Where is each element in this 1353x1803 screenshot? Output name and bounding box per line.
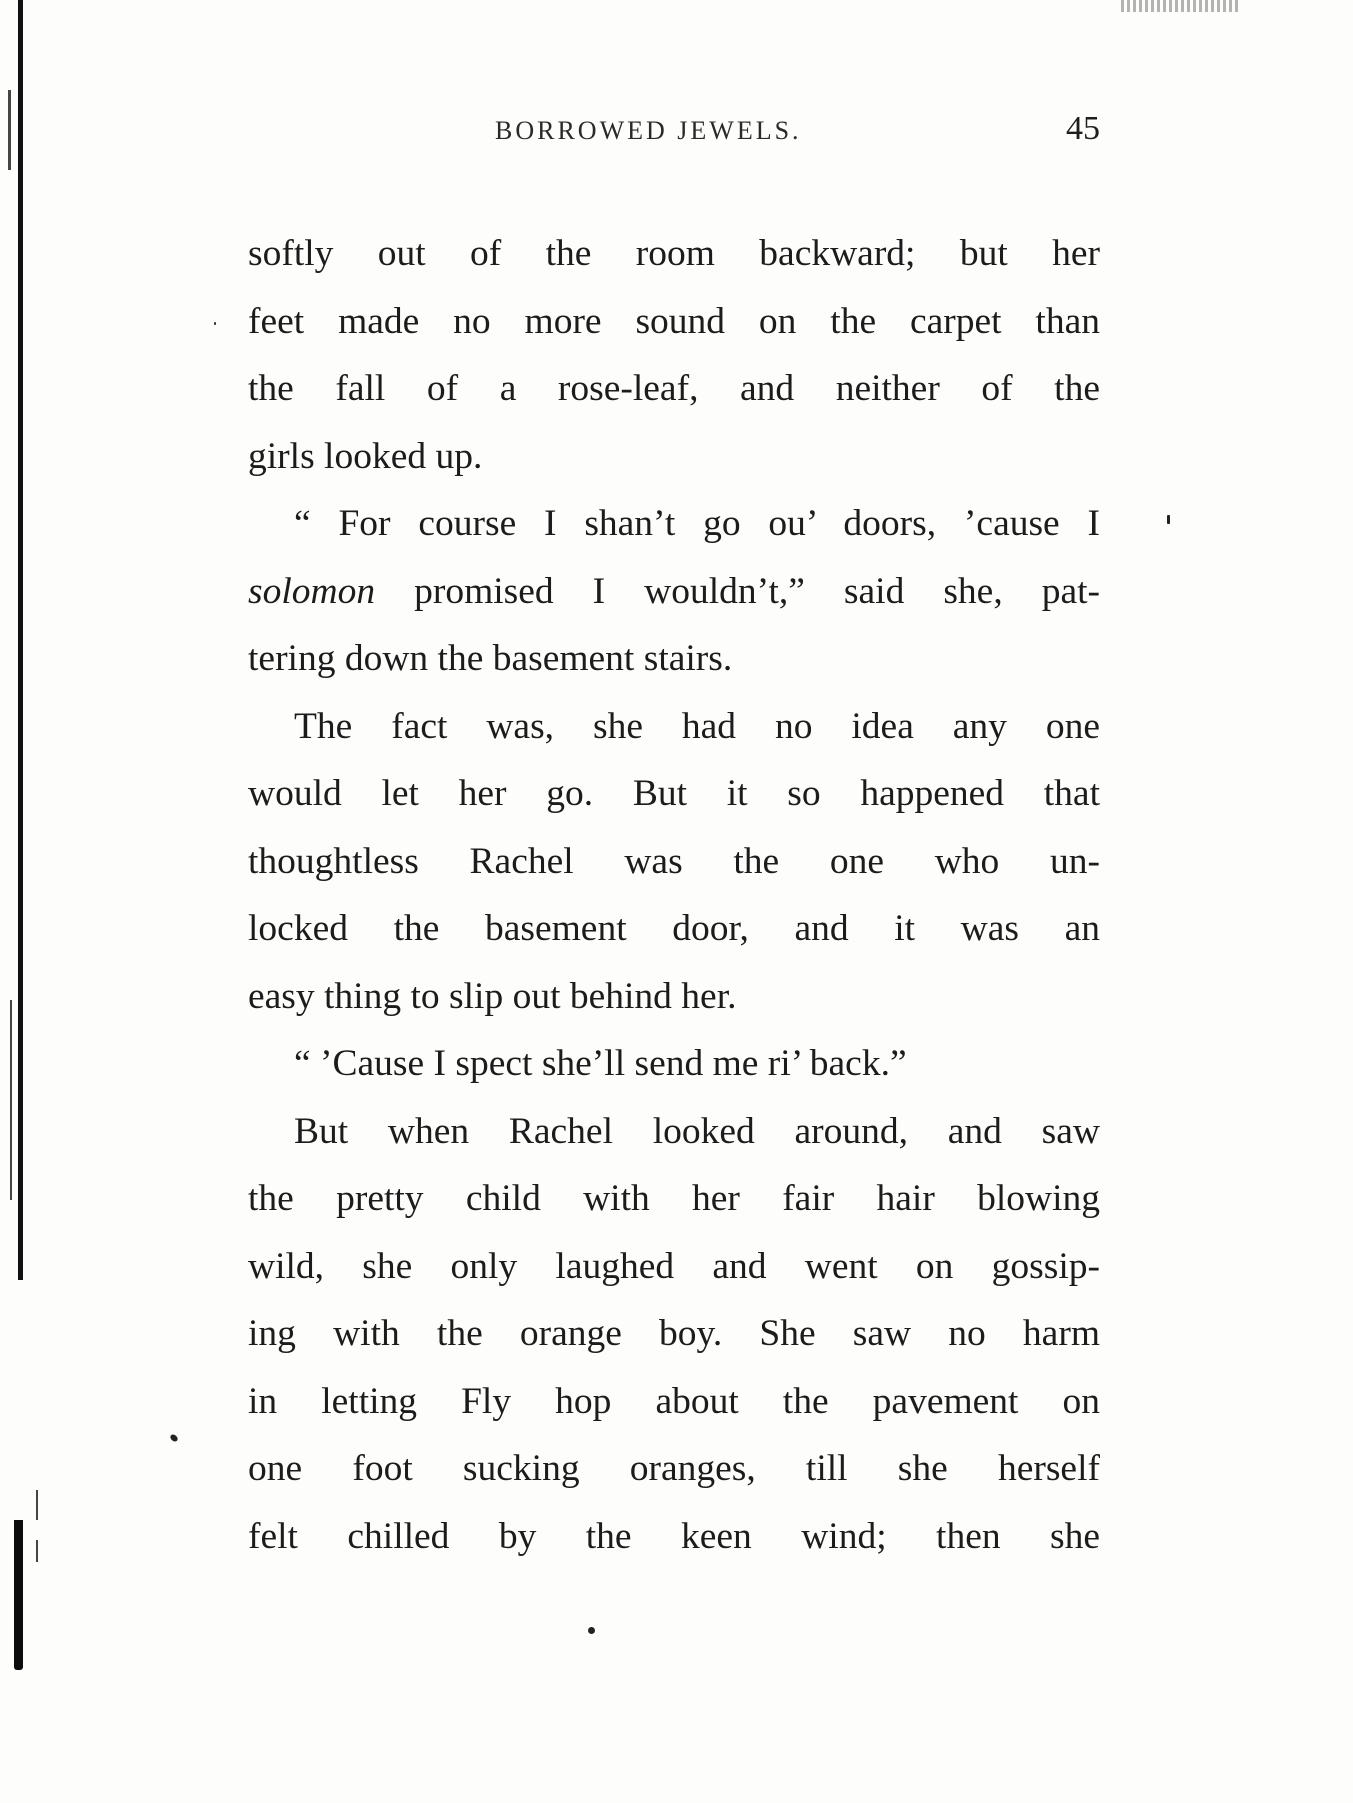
text-line: softly out of the room backward; but her <box>248 233 1100 274</box>
text-line: thoughtless Rachel was the one who un- <box>248 840 1100 882</box>
scan-dot <box>169 1433 179 1443</box>
text-line: The fact was, she had no idea any one <box>294 705 1100 747</box>
text-line: tering down the basement stairs. <box>248 638 733 679</box>
scan-dot <box>214 322 216 325</box>
italic-word: solomon <box>248 570 376 612</box>
paragraph <box>248 220 1100 490</box>
running-head <box>250 110 1100 156</box>
paragraph <box>248 1030 1100 1098</box>
text-line: “ For course I shan’t go ou’ doors, ’cause I <box>294 503 1100 544</box>
text-line: would let her go. But it so happened that <box>248 773 1100 814</box>
binding-shadow <box>18 0 23 1280</box>
body-text <box>248 220 1100 1570</box>
binding-shadow-lower <box>14 1520 23 1670</box>
text-line: one foot sucking oranges, till she herself <box>248 1448 1100 1489</box>
text-line: felt chilled by the keen wind; then she <box>248 1515 1100 1557</box>
text-line-with-italic <box>248 558 1100 626</box>
text-line: in letting Fly hop about the pavement on <box>248 1380 1100 1422</box>
scan-speck <box>10 1000 12 1200</box>
text-line: feet made no more sound on the carpet than <box>248 300 1100 342</box>
text-line: locked the basement door, and it was an <box>248 908 1100 949</box>
scan-dot <box>1167 515 1170 524</box>
text-line: the fall of a rose-leaf, and neither of the <box>248 368 1100 409</box>
text-line-rest: promised I wouldn’t,” said she, pat- <box>414 570 1101 612</box>
paragraph <box>248 490 1100 693</box>
running-title: BORROWED JEWELS. <box>495 116 802 145</box>
scan-speck <box>36 1490 38 1520</box>
paragraph <box>248 1098 1100 1571</box>
scan-smudge <box>1121 0 1241 12</box>
scan-dot <box>588 1627 595 1634</box>
scan-speck <box>8 90 11 170</box>
page-number: 45 <box>1066 110 1100 147</box>
text-line: ing with the orange boy. She saw no harm <box>248 1313 1100 1354</box>
text-line: But when Rachel looked around, and saw <box>294 1110 1100 1152</box>
scan-speck <box>36 1540 38 1562</box>
text-line: wild, she only laughed and went on gossip- <box>248 1245 1100 1287</box>
text-line: easy thing to slip out behind her. <box>248 975 737 1017</box>
text-line: girls looked up. <box>248 435 483 477</box>
text-line: the pretty child with her fair hair blowing <box>248 1178 1100 1219</box>
paragraph <box>248 693 1100 1031</box>
text-line: “ ’Cause I spect she’ll send me ri’ back.” <box>294 1043 907 1084</box>
